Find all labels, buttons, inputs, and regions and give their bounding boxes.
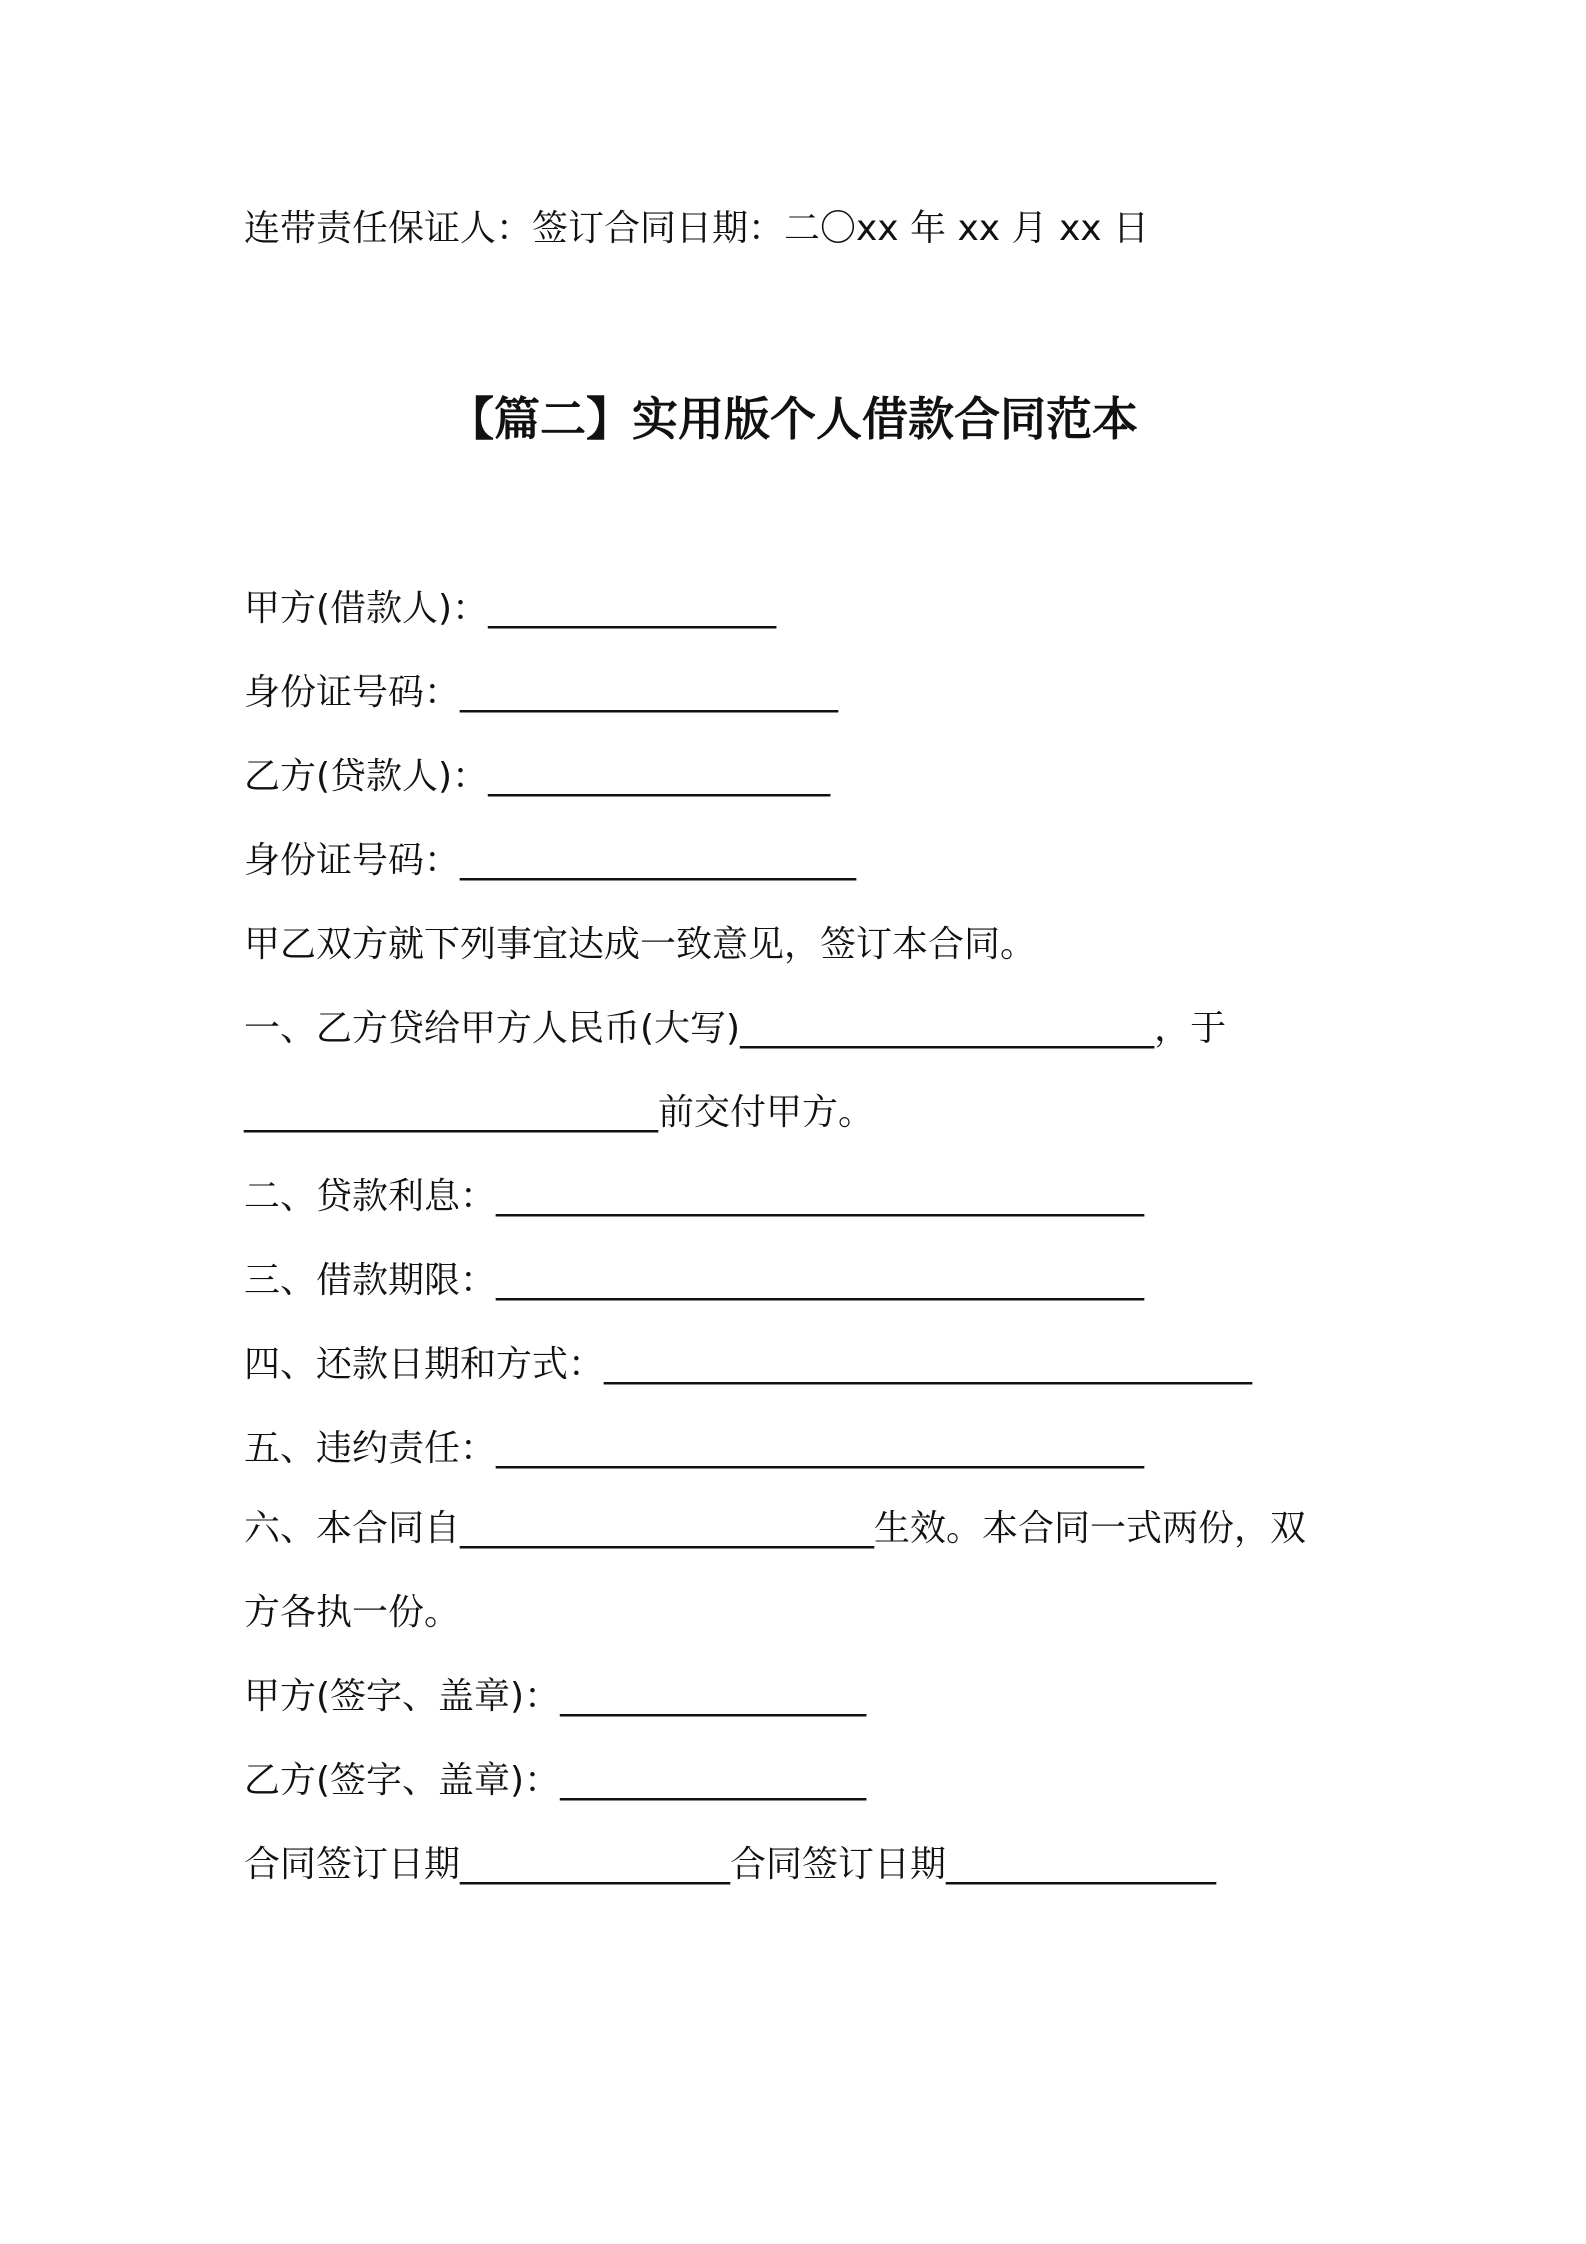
guarantor-date-line: 连带责任保证人：签订合同日期：二〇xx 年 xx 月 xx 日 [244, 208, 1150, 249]
party-a-id-line: 身份证号码：_____________________ [244, 672, 839, 713]
party-a-signature-line: 甲方(签字、盖章)：_________________ [244, 1676, 867, 1717]
party-b-id-line: 身份证号码：______________________ [244, 840, 857, 881]
document-title: 【篇二】实用版个人借款合同范本 [448, 392, 1138, 446]
clause-6-line-1: 六、本合同自_______________________生效。本合同一式两份，双 [244, 1508, 1307, 1549]
party-b-signature-line: 乙方(签字、盖章)：_________________ [244, 1760, 867, 1801]
party-b-lender-line: 乙方(贷款人)：___________________ [244, 756, 831, 797]
party-a-borrower-line: 甲方(借款人)：________________ [244, 588, 777, 629]
clause-3-term-line: 三、借款期限：____________________________________ [244, 1260, 1145, 1301]
clause-5-breach-line: 五、违约责任：____________________________________ [244, 1428, 1145, 1469]
clause-1-line-2: _______________________前交付甲方。 [244, 1092, 875, 1133]
signing-date-line: 合同签订日期_______________合同签订日期_______________ [244, 1844, 1217, 1885]
clause-1-line-1: 一、乙方贷给甲方人民币(大写)_______________________，于 [244, 1008, 1227, 1049]
clause-6-line-2: 方各执一份。 [244, 1592, 461, 1633]
clause-2-interest-line: 二、贷款利息：____________________________________ [244, 1176, 1145, 1217]
agreement-intro-line: 甲乙双方就下列事宜达成一致意见，签订本合同。 [244, 924, 1037, 965]
clause-4-repayment-line: 四、还款日期和方式：____________________________________ [244, 1344, 1253, 1385]
